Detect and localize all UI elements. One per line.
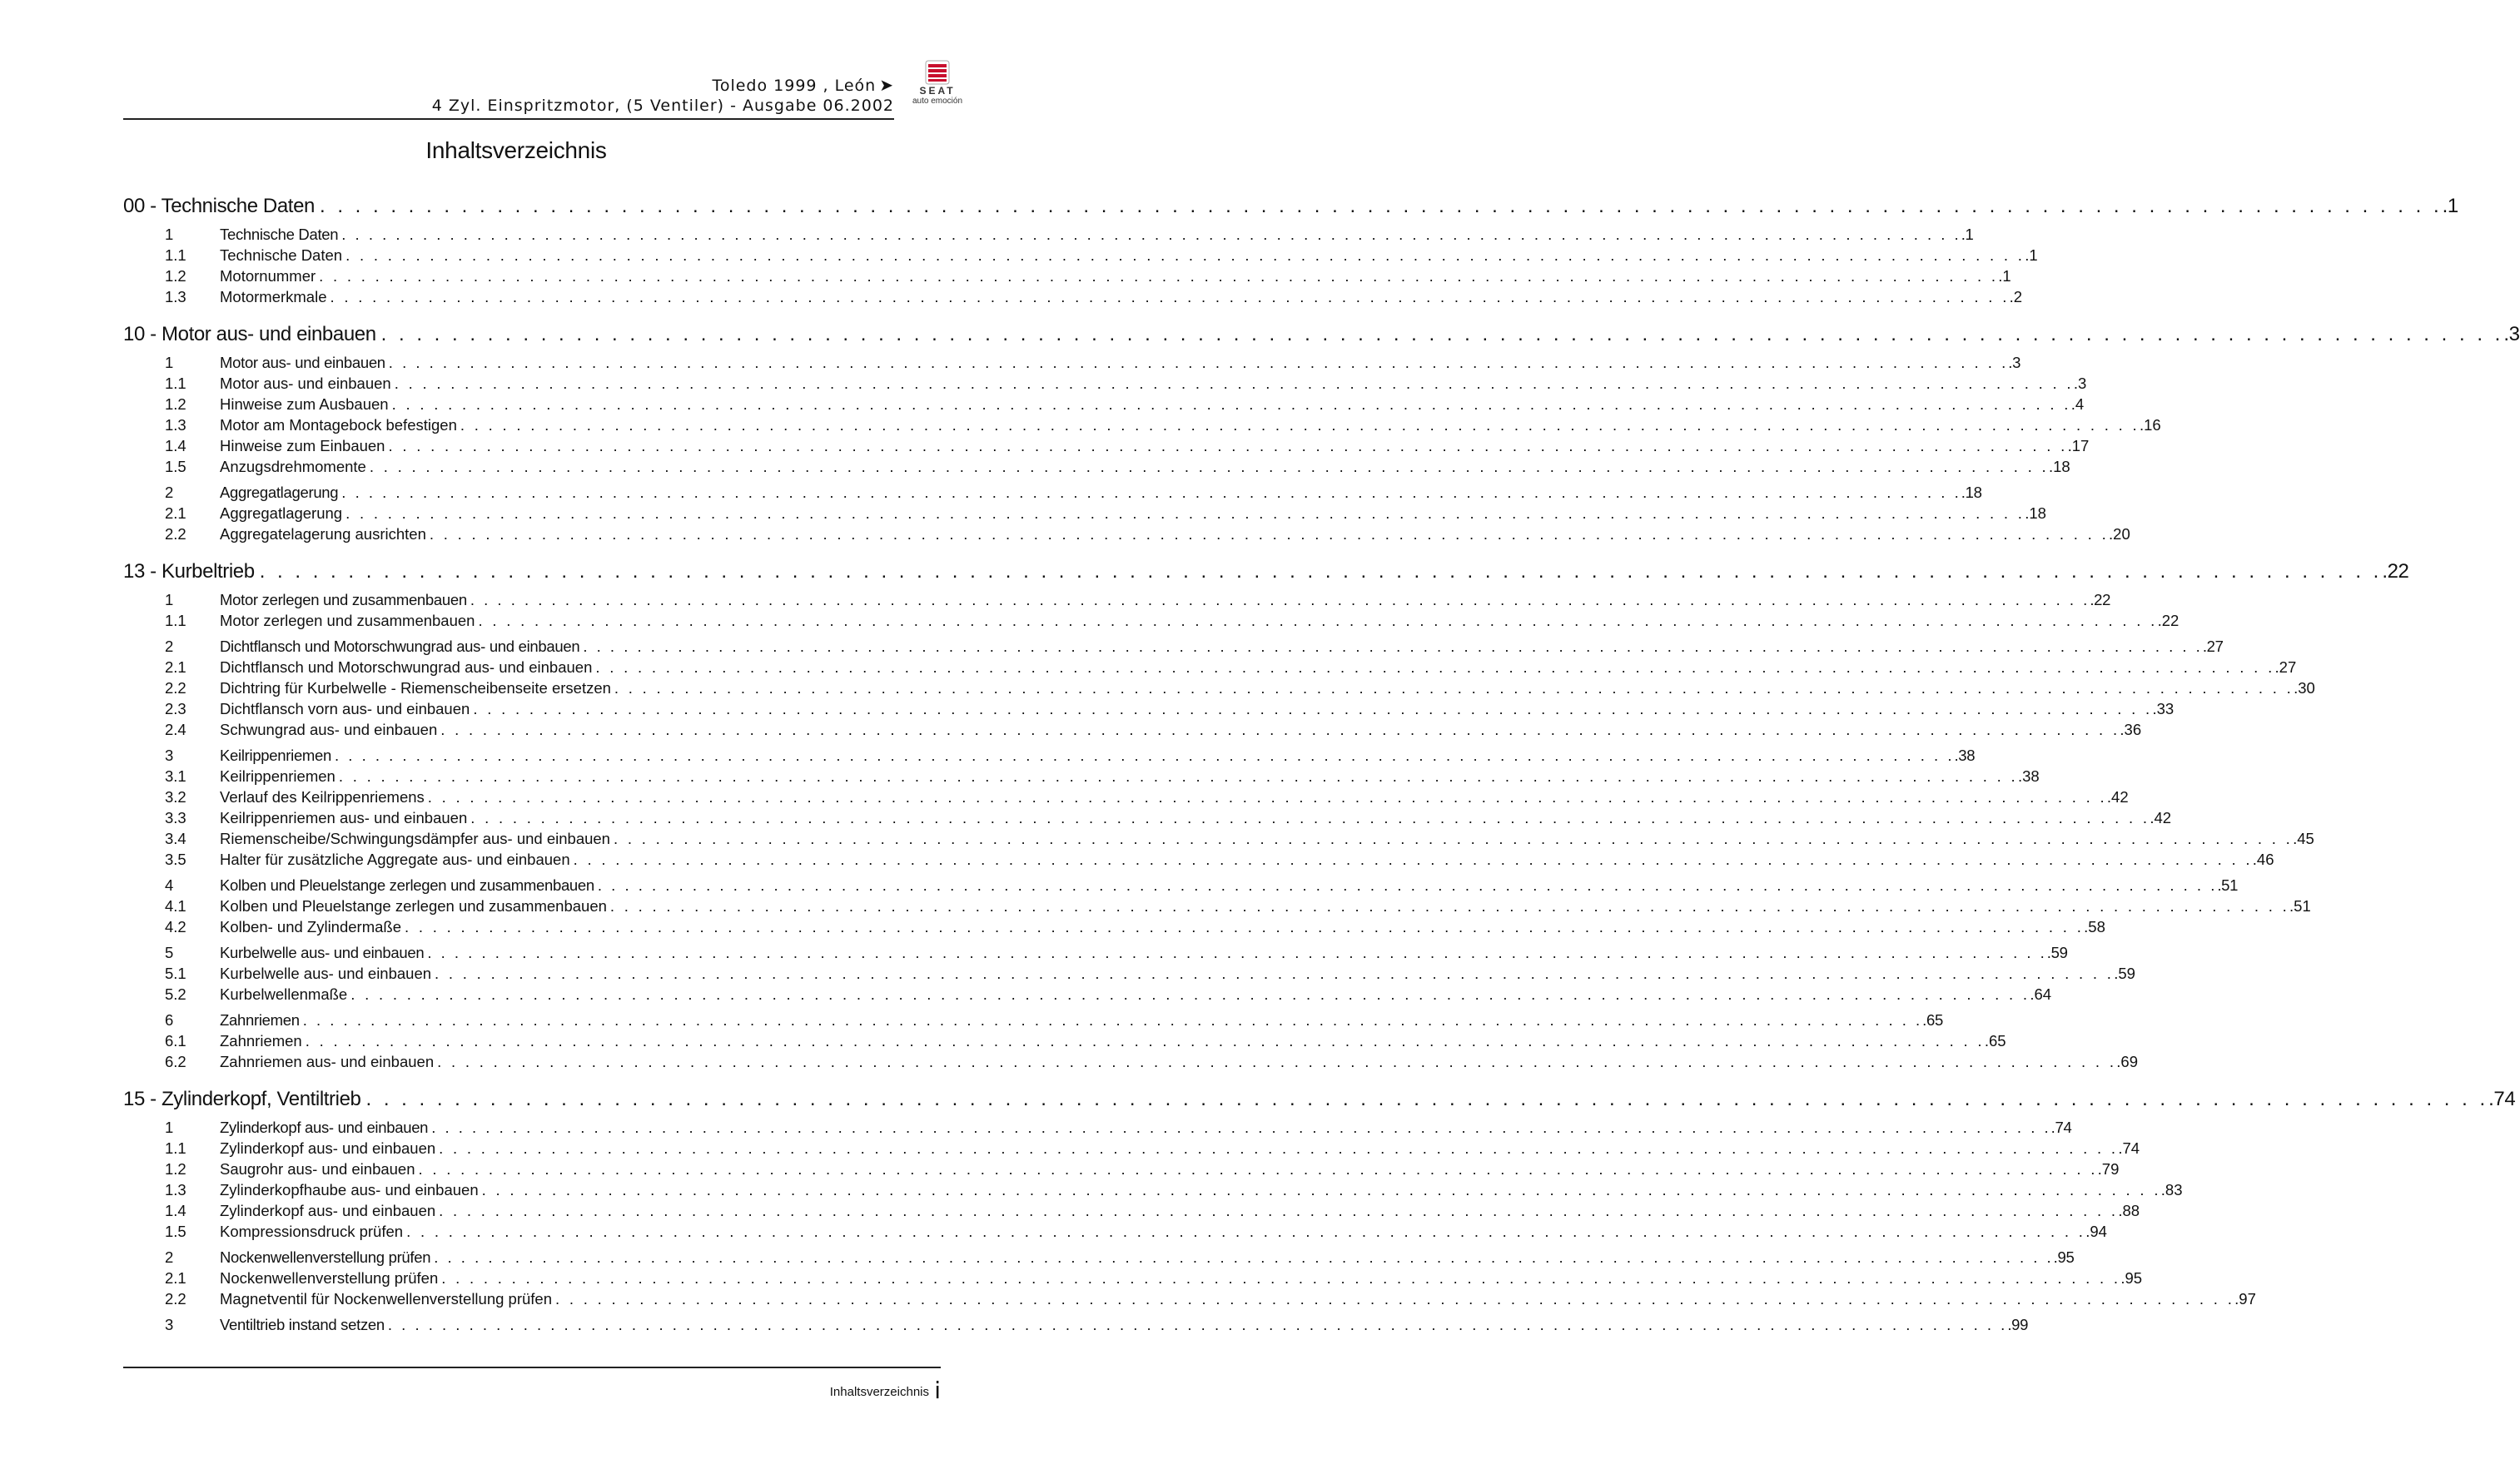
toc-chapter[interactable] <box>123 1083 2516 1111</box>
toc-entry-number: 1.1 <box>165 1139 186 1157</box>
toc-entry-title: Zahnriemen <box>220 1011 300 1029</box>
toc-entry-number: 5.2 <box>165 985 186 1003</box>
toc-dot-leader: . . . . . . . . . . . . . . . . . . . . . . . . . . . . . . . . . . . . . . . . . . . . . . . . . . . . . . . . . . . . . . . . . . . . . . . . . . . . . . . . . . . . . . . . . . . . . . . . . . . . . . . . . . . . . . . . . . . . . . . . <box>481 1181 2161 1198</box>
toc-entry-page: .58 <box>2084 918 2105 935</box>
toc-entry-number: 1.2 <box>165 395 186 413</box>
toc-entry-title: Anzugsdrehmomente <box>220 458 366 475</box>
toc-subsection[interactable] <box>123 414 2161 434</box>
toc-entry-page: .22 <box>2382 560 2409 583</box>
toc-dot-leader: . . . . . . . . . . . . . . . . . . . . . . . . . . . . . . . . . . . . . . . . . . . . . . . . . . . . . . . . . . . . . . . . . . . . . . . . . . . . . . . . . . . . . . . . . . . . . . . . . . . . . . . . . . . . . . . . . . . . . . . . <box>391 395 2071 413</box>
toc-entry-number: 3.1 <box>165 767 186 785</box>
toc-entry-number: 1.1 <box>165 612 186 629</box>
toc-entry-number: 3.3 <box>165 809 186 826</box>
toc-entry-number: 5 <box>165 944 173 961</box>
toc-subsection[interactable] <box>123 393 2085 414</box>
toc-dot-leader: . . . . . . . . . . . . . . . . . . . . . . . . . . . . . . . . . . . . . . . . . . . . . . . . . . . . . . . . . . . . . . . . . . . . . . . . . . . . . . . . . . . . . . . . . . . . . . . . . . . . . . . . . . . . . . . . . . . . . . . . <box>427 788 2107 806</box>
toc-entry-page: .74 <box>2050 1119 2072 1136</box>
toc-dot-leader: . . . . . . . . . . . . . . . . . . . . . . . . . . . . . . . . . . . . . . . . . . . . . . . . . . . . . . . . . . . . . . . . . . . . . . . . . . . . . . . . . . . . . . . . . . . . . . . . . . . . . . . . . . . . . . . . . . . . . . . . <box>341 484 1961 501</box>
toc-chapter[interactable] <box>123 555 2409 583</box>
toc-subsection[interactable] <box>123 372 2087 393</box>
toc-entry-title: Zahnriemen <box>220 1032 302 1050</box>
toc-dot-leader: . . . . . . . . . . . . . . . . . . . . . . . . . . . . . . . . . . . . . . . . . . . . . . . . . . . . . . . . . . . . . . . . . . . . . . . . . . . . . . . . . . . . . . . . . . . . . . . . . . . . . . . . . . . . . . . . . . . . . . . . <box>470 591 2090 608</box>
toc-subsection[interactable] <box>123 765 2040 786</box>
toc-entry-page: .38 <box>1954 747 1976 764</box>
toc-section[interactable] <box>123 351 2021 372</box>
toc-entry-page: .18 <box>2025 504 2046 522</box>
toc-entry-page: .22 <box>2090 591 2111 608</box>
toc-entry-page: .1 <box>2442 195 2458 217</box>
toc-entry-title: Dichtring für Kurbelwelle - Riemenscheibenseite ersetzen <box>220 679 611 697</box>
toc-chapter[interactable] <box>123 318 2520 346</box>
toc-dot-leader: . . . . . . . . . . . . . . . . . . . . . . . . . . . . . . . . . . . . . . . . . . . . . . . . . . . . . . . . . . . . . . . . . . . . . . . . . . . . . . . . . . . . . . . . . . . . . . . . . . . . . . . . . . . . . . . . . . . . . . . . <box>387 1316 2008 1333</box>
toc-dot-leader: . . . . . . . . . . . . . . . . . . . . . . . . . . . . . . . . . . . . . . . . . . . . . . . . . . . . . . . . . . . . . . . . . . . . . . . . . . . . . . . . . . . . . . . . . . . . . . . . . . . . . . . . . . . . . . . . . . . . . . . . <box>434 1248 2054 1266</box>
toc-dot-leader: . . . . . . . . . . . . . . . . . . . . . . . . . . . . . . . . . . . . . . . . . . . . . . . . . . . . . . . . . . . . . . . . . . . . . . . . . . . . . . . . . . . . . . . . . . . . . . . . . . . . . . . . . . . . . . . . . . . . . . . . <box>435 965 2115 982</box>
toc-dot-leader: . . . . . . . . . . . . . . . . . . . . . . . . . . . . . . . . . . . . . . . . . . . . . . . . . . . . . . . . . . . . . . . . . . . . . . . . . . . . . . . . . . . . . . . . . . . . . . . . . . . . . . . . . . . . . . . . . . . . . . . . <box>440 721 2120 738</box>
toc-subsection[interactable] <box>123 1050 2138 1071</box>
toc-entry-title: Zylinderkopfhaube aus- und einbauen <box>220 1181 479 1198</box>
toc-entry-title: Motor am Montagebock befestigen <box>220 416 457 434</box>
toc-entry-page: .74 <box>2118 1139 2140 1157</box>
toc-entry-number: 1 <box>165 354 173 371</box>
logo-tagline: auto emoción <box>912 97 963 106</box>
toc-entry-number: 1.3 <box>165 416 186 434</box>
toc-entry-title: Aggregatelagerung ausrichten <box>220 525 426 543</box>
toc-subsection[interactable] <box>123 697 2175 718</box>
toc-entry-title: Keilrippenriemen <box>220 767 336 785</box>
toc-subsection[interactable] <box>123 1199 2140 1220</box>
toc-entry-title: Motor zerlegen und zusammenbauen <box>220 612 475 629</box>
toc-entry-number: 3.5 <box>165 851 186 868</box>
toc-entry-page: .95 <box>2120 1269 2143 1287</box>
toc-dot-leader: . . . . . . . . . . . . . . . . . . . . . . . . . . . . . . . . . . . . . . . . . . . . . . . . . . . . . . . . . . . . . . . . . . . . . . . . . . . . . . . . . . . . . . . . . . . . . . . . . . . . . . . . . . . . . . . . . . . . . . . . <box>460 416 2140 434</box>
page-footer <box>123 1367 941 1402</box>
toc-subsection[interactable] <box>123 434 2090 455</box>
toc-entry-page: .95 <box>2053 1248 2075 1266</box>
toc-entry-title: Magnetventil für Nockenwellenverstellung prüfen <box>220 1290 552 1308</box>
toc-subsection[interactable] <box>123 523 2130 543</box>
toc-dot-leader: . . . . . . . . . . . . . . . . . . . . . . . . . . . . . . . . . . . . . . . . . . . . . . . . . . . . . . . . . . . . . . . . . . . . . . . . . . . . . . . . . . . . . . . . . . . . . . . . . . . . . . . . . . . . . . . . . . . . . . . . <box>319 195 2443 217</box>
toc-entry-title: Keilrippenriemen <box>220 747 332 764</box>
toc-entry-number: 2 <box>165 638 173 655</box>
toc-entry-page: .3 <box>2503 323 2520 345</box>
toc-entry-page: .94 <box>2085 1223 2107 1240</box>
toc-entry-title: Halter für zusätzliche Aggregate aus- und einbauen <box>220 851 570 868</box>
toc-entry-number: 3 <box>165 1316 173 1333</box>
toc-section[interactable] <box>123 635 2224 656</box>
toc-entry-page: .30 <box>2294 679 2315 697</box>
toc-dot-leader: . . . . . . . . . . . . . . . . . . . . . . . . . . . . . . . . . . . . . . . . . . . . . . . . . . . . . . . . . . . . . . . . . . . . . . . . . . . . . . . . . . . . . . . . . . . . . . . . . . . . . . . . . . . . . . . . . . . . . . . . <box>380 323 2504 345</box>
toc-subsection[interactable] <box>123 656 2297 677</box>
toc-entry-title: Kolben und Pleuelstange zerlegen und zusammenbauen <box>220 897 607 915</box>
toc-entry-title: Nockenwellenverstellung prüfen <box>220 1269 439 1287</box>
toc-entry-title: Zylinderkopf aus- und einbauen <box>220 1139 436 1157</box>
toc-entry-title: Hinweise zum Ausbauen <box>220 395 389 413</box>
toc-entry-number: 2.2 <box>165 1290 186 1308</box>
toc-entry-title: Aggregatlagerung <box>220 504 343 522</box>
toc-entry-title: 10 - Motor aus- und einbauen <box>123 323 376 345</box>
toc-dot-leader: . . . . . . . . . . . . . . . . . . . . . . . . . . . . . . . . . . . . . . . . . . . . . . . . . . . . . . . . . . . . . . . . . . . . . . . . . . . . . . . . . . . . . . . . . . . . . . . . . . . . . . . . . . . . . . . . . . . . . . . . <box>437 1053 2117 1070</box>
table-of-contents <box>123 190 2520 1334</box>
toc-section[interactable] <box>123 874 2239 895</box>
toc-dot-leader: . . . . . . . . . . . . . . . . . . . . . . . . . . . . . . . . . . . . . . . . . . . . . . . . . . . . . . . . . . . . . . . . . . . . . . . . . . . . . . . . . . . . . . . . . . . . . . . . . . . . . . . . . . . . . . . . . . . . . . . . <box>478 612 2158 629</box>
toc-entry-page: .45 <box>2293 830 2314 847</box>
toc-entry-title: 15 - Zylinderkopf, Ventiltrieb <box>123 1088 361 1110</box>
toc-entry-page: .16 <box>2140 416 2161 434</box>
toc-entry-number: 4.1 <box>165 897 186 915</box>
toc-entry-number: 4 <box>165 876 173 894</box>
toc-entry-page: .83 <box>2160 1181 2183 1198</box>
toc-subsection[interactable] <box>123 455 2070 476</box>
toc-dot-leader: . . . . . . . . . . . . . . . . . . . . . . . . . . . . . . . . . . . . . . . . . . . . . . . . . . . . . . . . . . . . . . . . . . . . . . . . . . . . . . . . . . . . . . . . . . . . . . . . . . . . . . . . . . . . . . . . . . . . . . . . <box>573 851 2253 868</box>
header-model-text: Toledo 1999 , León <box>712 77 877 95</box>
toc-entry-title: Ventiltrieb instand setzen <box>220 1316 385 1333</box>
toc-entry-title: Zylinderkopf aus- und einbauen <box>220 1202 436 1219</box>
toc-entry-number: 1 <box>165 1119 173 1136</box>
toc-entry-page: .59 <box>2114 965 2135 982</box>
toc-subsection[interactable] <box>123 677 2315 697</box>
toc-entry-title: Zylinderkopf aus- und einbauen <box>220 1119 429 1136</box>
toc-entry-title: Kurbelwelle aus- und einbauen <box>220 944 425 961</box>
page-title: Inhaltsverzeichnis <box>425 137 607 163</box>
toc-dot-leader: . . . . . . . . . . . . . . . . . . . . . . . . . . . . . . . . . . . . . . . . . . . . . . . . . . . . . . . . . . . . . . . . . . . . . . . . . . . . . . . . . . . . . . . . . . . . . . . . . . . . . . . . . . . . . . . . . . . . . . . . <box>365 1088 2489 1110</box>
toc-dot-leader: . . . . . . . . . . . . . . . . . . . . . . . . . . . . . . . . . . . . . . . . . . . . . . . . . . . . . . . . . . . . . . . . . . . . . . . . . . . . . . . . . . . . . . . . . . . . . . . . . . . . . . . . . . . . . . . . . . . . . . . . <box>431 1119 2051 1136</box>
toc-entry-number: 1.5 <box>165 1223 186 1240</box>
toc-dot-leader: . . . . . . . . . . . . . . . . . . . . . . . . . . . . . . . . . . . . . . . . . . . . . . . . . . . . . . . . . . . . . . . . . . . . . . . . . . . . . . . . . . . . . . . . . . . . . . . . . . . . . . . . . . . . . . . . . . . . . . . . <box>555 1290 2235 1308</box>
toc-entry-number: 2.2 <box>165 679 186 697</box>
toc-section[interactable] <box>123 481 1982 502</box>
toc-entry-title: Saugrohr aus- und einbauen <box>220 1160 415 1178</box>
toc-entry-number: 6.2 <box>165 1053 186 1070</box>
toc-section[interactable] <box>123 744 1976 765</box>
toc-entry-number: 3 <box>165 747 173 764</box>
toc-subsection[interactable] <box>123 1137 2140 1158</box>
toc-entry-title: Technische Daten <box>220 226 339 243</box>
toc-subsection[interactable] <box>123 1288 2256 1308</box>
toc-entry-title: Kurbelwellenmaße <box>220 985 348 1003</box>
toc-dot-leader: . . . . . . . . . . . . . . . . . . . . . . . . . . . . . . . . . . . . . . . . . . . . . . . . . . . . . . . . . . . . . . . . . . . . . . . . . . . . . . . . . . . . . . . . . . . . . . . . . . . . . . . . . . . . . . . . . . . . . . . . <box>345 504 2025 522</box>
toc-dot-leader: . . . . . . . . . . . . . . . . . . . . . . . . . . . . . . . . . . . . . . . . . . . . . . . . . . . . . . . . . . . . . . . . . . . . . . . . . . . . . . . . . . . . . . . . . . . . . . . . . . . . . . . . . . . . . . . . . . . . . . . . <box>302 1011 1923 1029</box>
toc-entry-title: Hinweise zum Einbauen <box>220 437 385 454</box>
toc-entry-page: .51 <box>2289 897 2311 915</box>
toc-section[interactable] <box>123 941 2068 962</box>
toc-entry-number: 1.4 <box>165 1202 186 1219</box>
toc-entry-page: .33 <box>2152 700 2175 717</box>
toc-entry-title: Keilrippenriemen aus- und einbauen <box>220 809 468 826</box>
arrow-right-icon: ➤ <box>879 75 894 95</box>
toc-entry-number: 2.2 <box>165 525 186 543</box>
toc-entry-number: 2.1 <box>165 504 186 522</box>
toc-entry-page: .51 <box>2217 876 2239 894</box>
toc-entry-title: Technische Daten <box>220 246 343 264</box>
seat-logo <box>904 58 971 108</box>
toc-dot-leader: . . . . . . . . . . . . . . . . . . . . . . . . . . . . . . . . . . . . . . . . . . . . . . . . . . . . . . . . . . . . . . . . . . . . . . . . . . . . . . . . . . . . . . . . . . . . . . . . . . . . . . . . . . . . . . . . . . . . . . . . <box>305 1032 1985 1050</box>
toc-entry-page: .59 <box>2046 944 2068 961</box>
toc-entry-page: .3 <box>2073 375 2087 392</box>
toc-dot-leader: . . . . . . . . . . . . . . . . . . . . . . . . . . . . . . . . . . . . . . . . . . . . . . . . . . . . . . . . . . . . . . . . . . . . . . . . . . . . . . . . . . . . . . . . . . . . . . . . . . . . . . . . . . . . . . . . . . . . . . . . <box>439 1139 2119 1157</box>
toc-entry-number: 6 <box>165 1011 173 1029</box>
toc-entry-title: Motormerkmale <box>220 288 327 305</box>
toc-dot-leader: . . . . . . . . . . . . . . . . . . . . . . . . . . . . . . . . . . . . . . . . . . . . . . . . . . . . . . . . . . . . . . . . . . . . . . . . . . . . . . . . . . . . . . . . . . . . . . . . . . . . . . . . . . . . . . . . . . . . . . . . <box>330 288 2010 305</box>
toc-dot-leader: . . . . . . . . . . . . . . . . . . . . . . . . . . . . . . . . . . . . . . . . . . . . . . . . . . . . . . . . . . . . . . . . . . . . . . . . . . . . . . . . . . . . . . . . . . . . . . . . . . . . . . . . . . . . . . . . . . . . . . . . <box>350 985 2030 1003</box>
toc-entry-number: 2.4 <box>165 721 186 738</box>
toc-entry-page: .27 <box>2202 638 2224 655</box>
toc-entry-page: .22 <box>2157 612 2180 629</box>
toc-entry-title: Nockenwellenverstellung prüfen <box>220 1248 431 1266</box>
header-model <box>712 75 894 95</box>
toc-section[interactable] <box>123 1009 1943 1030</box>
toc-dot-leader: . . . . . . . . . . . . . . . . . . . . . . . . . . . . . . . . . . . . . . . . . . . . . . . . . . . . . . . . . . . . . . . . . . . . . . . . . . . . . . . . . . . . . . . . . . . . . . . . . . . . . . . . . . . . . . . . . . . . . . . . <box>583 638 2203 655</box>
toc-dot-leader: . . . . . . . . . . . . . . . . . . . . . . . . . . . . . . . . . . . . . . . . . . . . . . . . . . . . . . . . . . . . . . . . . . . . . . . . . . . . . . . . . . . . . . . . . . . . . . . . . . . . . . . . . . . . . . . . . . . . . . . . <box>595 658 2275 676</box>
toc-entry-page: .65 <box>1984 1032 2006 1050</box>
toc-entry-number: 1.3 <box>165 288 186 305</box>
footer-page-number: i <box>934 1377 941 1404</box>
toc-subsection[interactable] <box>123 827 2314 848</box>
toc-entry-page: .2 <box>2009 288 2023 305</box>
toc-entry-number: 2.1 <box>165 1269 186 1287</box>
toc-entry-page: .27 <box>2274 658 2297 676</box>
toc-entry-title: Schwungrad aus- und einbauen <box>220 721 438 738</box>
toc-entry-title: Riemenscheibe/Schwingungsdämpfer aus- und einbauen <box>220 830 610 847</box>
toc-entry-page: .3 <box>2008 354 2021 371</box>
toc-entry-number: 3.4 <box>165 830 186 847</box>
toc-dot-leader: . . . . . . . . . . . . . . . . . . . . . . . . . . . . . . . . . . . . . . . . . . . . . . . . . . . . . . . . . . . . . . . . . . . . . . . . . . . . . . . . . . . . . . . . . . . . . . . . . . . . . . . . . . . . . . . . . . . . . . . . <box>614 679 2294 697</box>
toc-subsection[interactable] <box>123 265 2011 285</box>
toc-entry-title: Verlauf des Keilrippenriemens <box>220 788 425 806</box>
toc-dot-leader: . . . . . . . . . . . . . . . . . . . . . . . . . . . . . . . . . . . . . . . . . . . . . . . . . . . . . . . . . . . . . . . . . . . . . . . . . . . . . . . . . . . . . . . . . . . . . . . . . . . . . . . . . . . . . . . . . . . . . . . . <box>439 1202 2119 1219</box>
toc-section[interactable] <box>123 223 1974 244</box>
page-header <box>123 72 894 120</box>
toc-entry-page: .97 <box>2234 1290 2256 1308</box>
toc-dot-leader: . . . . . . . . . . . . . . . . . . . . . . . . . . . . . . . . . . . . . . . . . . . . . . . . . . . . . . . . . . . . . . . . . . . . . . . . . . . . . . . . . . . . . . . . . . . . . . . . . . . . . . . . . . . . . . . . . . . . . . . . <box>429 525 2110 543</box>
toc-entry-page: .17 <box>2067 437 2090 454</box>
toc-dot-leader: . . . . . . . . . . . . . . . . . . . . . . . . . . . . . . . . . . . . . . . . . . . . . . . . . . . . . . . . . . . . . . . . . . . . . . . . . . . . . . . . . . . . . . . . . . . . . . . . . . . . . . . . . . . . . . . . . . . . . . . . <box>405 918 2085 935</box>
toc-entry-page: .18 <box>2049 458 2070 475</box>
toc-entry-page: .1 <box>1998 267 2011 285</box>
toc-entry-title: Dichtflansch und Motorschwungrad aus- und einbauen <box>220 638 580 655</box>
toc-subsection[interactable] <box>123 1158 2120 1179</box>
toc-dot-leader: . . . . . . . . . . . . . . . . . . . . . . . . . . . . . . . . . . . . . . . . . . . . . . . . . . . . . . . . . . . . . . . . . . . . . . . . . . . . . . . . . . . . . . . . . . . . . . . . . . . . . . . . . . . . . . . . . . . . . . . . <box>406 1223 2086 1240</box>
toc-entry-title: Kolben und Pleuelstange zerlegen und zusammenbauen <box>220 876 594 894</box>
toc-entry-page: .1 <box>2025 246 2038 264</box>
seat-logo-icon <box>925 60 950 85</box>
footer-label: Inhaltsverzeichnis <box>829 1385 929 1399</box>
toc-entry-page: .79 <box>2097 1160 2120 1178</box>
toc-subsection[interactable] <box>123 1220 2107 1241</box>
toc-subsection[interactable] <box>123 244 2038 265</box>
toc-dot-leader: . . . . . . . . . . . . . . . . . . . . . . . . . . . . . . . . . . . . . . . . . . . . . . . . . . . . . . . . . . . . . . . . . . . . . . . . . . . . . . . . . . . . . . . . . . . . . . . . . . . . . . . . . . . . . . . . . . . . . . . . <box>338 767 2018 785</box>
toc-entry-title: Dichtflansch vorn aus- und einbauen <box>220 700 470 717</box>
toc-entry-page: .99 <box>2007 1316 2029 1333</box>
toc-subsection[interactable] <box>123 1267 2143 1288</box>
toc-entry-title: Motornummer <box>220 267 316 285</box>
toc-entry-number: 5.1 <box>165 965 186 982</box>
toc-chapter[interactable] <box>123 190 2458 218</box>
toc-entry-title: 00 - Technische Daten <box>123 195 315 217</box>
toc-dot-leader: . . . . . . . . . . . . . . . . . . . . . . . . . . . . . . . . . . . . . . . . . . . . . . . . . . . . . . . . . . . . . . . . . . . . . . . . . . . . . . . . . . . . . . . . . . . . . . . . . . . . . . . . . . . . . . . . . . . . . . . . <box>394 375 2074 392</box>
toc-dot-leader: . . . . . . . . . . . . . . . . . . . . . . . . . . . . . . . . . . . . . . . . . . . . . . . . . . . . . . . . . . . . . . . . . . . . . . . . . . . . . . . . . . . . . . . . . . . . . . . . . . . . . . . . . . . . . . . . . . . . . . . . <box>388 437 2068 454</box>
toc-subsection[interactable] <box>123 916 2105 936</box>
toc-subsection[interactable] <box>123 285 2023 306</box>
toc-subsection[interactable] <box>123 983 2052 1004</box>
toc-dot-leader: . . . . . . . . . . . . . . . . . . . . . . . . . . . . . . . . . . . . . . . . . . . . . . . . . . . . . . . . . . . . . . . . . . . . . . . . . . . . . . . . . . . . . . . . . . . . . . . . . . . . . . . . . . . . . . . . . . . . . . . . <box>369 458 2049 475</box>
toc-entry-title: Aggregatlagerung <box>220 484 339 501</box>
logo-brand: SEAT <box>919 85 956 97</box>
toc-entry-title: 13 - Kurbeltrieb <box>123 560 255 583</box>
toc-entry-page: .20 <box>2109 525 2130 543</box>
toc-entry-number: 1.2 <box>165 1160 186 1178</box>
toc-entry-title: Kompressionsdruck prüfen <box>220 1223 404 1240</box>
toc-entry-number: 4.2 <box>165 918 186 935</box>
toc-section[interactable] <box>123 588 2111 609</box>
toc-dot-leader: . . . . . . . . . . . . . . . . . . . . . . . . . . . . . . . . . . . . . . . . . . . . . . . . . . . . . . . . . . . . . . . . . . . . . . . . . . . . . . . . . . . . . . . . . . . . . . . . . . . . . . . . . . . . . . . . . . . . . . . . <box>341 226 1961 243</box>
toc-entry-page: .38 <box>2017 767 2040 785</box>
toc-entry-page: .74 <box>2488 1088 2516 1110</box>
toc-entry-number: 2.1 <box>165 658 186 676</box>
toc-entry-title: Zahnriemen aus- und einbauen <box>220 1053 435 1070</box>
toc-entry-page: .69 <box>2116 1053 2138 1070</box>
toc-subsection[interactable] <box>123 502 2046 523</box>
toc-dot-leader: . . . . . . . . . . . . . . . . . . . . . . . . . . . . . . . . . . . . . . . . . . . . . . . . . . . . . . . . . . . . . . . . . . . . . . . . . . . . . . . . . . . . . . . . . . . . . . . . . . . . . . . . . . . . . . . . . . . . . . . . <box>335 747 1955 764</box>
toc-dot-leader: . . . . . . . . . . . . . . . . . . . . . . . . . . . . . . . . . . . . . . . . . . . . . . . . . . . . . . . . . . . . . . . . . . . . . . . . . . . . . . . . . . . . . . . . . . . . . . . . . . . . . . . . . . . . . . . . . . . . . . . . <box>259 560 2383 583</box>
toc-dot-leader: . . . . . . . . . . . . . . . . . . . . . . . . . . . . . . . . . . . . . . . . . . . . . . . . . . . . . . . . . . . . . . . . . . . . . . . . . . . . . . . . . . . . . . . . . . . . . . . . . . . . . . . . . . . . . . . . . . . . . . . . <box>470 809 2150 826</box>
toc-entry-page: .18 <box>1961 484 1982 501</box>
toc-entry-number: 1.3 <box>165 1181 186 1198</box>
toc-entry-page: .4 <box>2070 395 2085 413</box>
toc-entry-number: 3.2 <box>165 788 186 806</box>
toc-entry-page: .42 <box>2150 809 2172 826</box>
toc-entry-number: 2 <box>165 484 173 501</box>
toc-entry-title: Dichtflansch und Motorschwungrad aus- und einbauen <box>220 658 593 676</box>
toc-dot-leader: . . . . . . . . . . . . . . . . . . . . . . . . . . . . . . . . . . . . . . . . . . . . . . . . . . . . . . . . . . . . . . . . . . . . . . . . . . . . . . . . . . . . . . . . . . . . . . . . . . . . . . . . . . . . . . . . . . . . . . . . <box>613 830 2294 847</box>
toc-dot-leader: . . . . . . . . . . . . . . . . . . . . . . . . . . . . . . . . . . . . . . . . . . . . . . . . . . . . . . . . . . . . . . . . . . . . . . . . . . . . . . . . . . . . . . . . . . . . . . . . . . . . . . . . . . . . . . . . . . . . . . . . <box>597 876 2218 894</box>
toc-dot-leader: . . . . . . . . . . . . . . . . . . . . . . . . . . . . . . . . . . . . . . . . . . . . . . . . . . . . . . . . . . . . . . . . . . . . . . . . . . . . . . . . . . . . . . . . . . . . . . . . . . . . . . . . . . . . . . . . . . . . . . . . <box>319 267 1999 285</box>
toc-entry-page: .64 <box>2030 985 2052 1003</box>
toc-entry-number: 1.1 <box>165 375 186 392</box>
toc-entry-number: 1 <box>165 226 173 243</box>
toc-subsection[interactable] <box>123 718 2142 739</box>
toc-dot-leader: . . . . . . . . . . . . . . . . . . . . . . . . . . . . . . . . . . . . . . . . . . . . . . . . . . . . . . . . . . . . . . . . . . . . . . . . . . . . . . . . . . . . . . . . . . . . . . . . . . . . . . . . . . . . . . . . . . . . . . . . <box>418 1160 2098 1178</box>
toc-subsection[interactable] <box>123 962 2135 983</box>
toc-dot-leader: . . . . . . . . . . . . . . . . . . . . . . . . . . . . . . . . . . . . . . . . . . . . . . . . . . . . . . . . . . . . . . . . . . . . . . . . . . . . . . . . . . . . . . . . . . . . . . . . . . . . . . . . . . . . . . . . . . . . . . . . <box>473 700 2153 717</box>
toc-entry-number: 6.1 <box>165 1032 186 1050</box>
toc-entry-number: 1.2 <box>165 267 186 285</box>
toc-entry-page: .42 <box>2106 788 2129 806</box>
toc-section[interactable] <box>123 1246 2075 1267</box>
toc-subsection[interactable] <box>123 848 2274 869</box>
toc-entry-number: 1.4 <box>165 437 186 454</box>
toc-subsection[interactable] <box>123 609 2180 630</box>
toc-entry-page: .88 <box>2118 1202 2140 1219</box>
toc-entry-page: .36 <box>2120 721 2142 738</box>
header-engine: 4 Zyl. Einspritzmotor, (5 Ventiler) - Ausgabe 06.2002 <box>431 97 894 115</box>
toc-entry-number: 1 <box>165 591 173 608</box>
toc-dot-leader: . . . . . . . . . . . . . . . . . . . . . . . . . . . . . . . . . . . . . . . . . . . . . . . . . . . . . . . . . . . . . . . . . . . . . . . . . . . . . . . . . . . . . . . . . . . . . . . . . . . . . . . . . . . . . . . . . . . . . . . . <box>388 354 2009 371</box>
toc-section[interactable] <box>123 1116 2072 1137</box>
toc-subsection[interactable] <box>123 806 2172 827</box>
toc-entry-page: .1 <box>1961 226 1974 243</box>
toc-dot-leader: . . . . . . . . . . . . . . . . . . . . . . . . . . . . . . . . . . . . . . . . . . . . . . . . . . . . . . . . . . . . . . . . . . . . . . . . . . . . . . . . . . . . . . . . . . . . . . . . . . . . . . . . . . . . . . . . . . . . . . . . <box>427 944 2047 961</box>
toc-entry-number: 1.1 <box>165 246 186 264</box>
toc-subsection[interactable] <box>123 1030 2006 1050</box>
toc-subsection[interactable] <box>123 895 2311 916</box>
toc-entry-number: 2 <box>165 1248 173 1266</box>
toc-entry-page: .65 <box>1922 1011 1943 1029</box>
toc-section[interactable] <box>123 1313 2029 1334</box>
toc-entry-title: Motor zerlegen und zusammenbauen <box>220 591 467 608</box>
toc-entry-title: Motor aus- und einbauen <box>220 354 385 371</box>
toc-dot-leader: . . . . . . . . . . . . . . . . . . . . . . . . . . . . . . . . . . . . . . . . . . . . . . . . . . . . . . . . . . . . . . . . . . . . . . . . . . . . . . . . . . . . . . . . . . . . . . . . . . . . . . . . . . . . . . . . . . . . . . . . <box>441 1269 2121 1287</box>
toc-subsection[interactable] <box>123 786 2129 806</box>
toc-entry-title: Kolben- und Zylindermaße <box>220 918 401 935</box>
toc-entry-number: 1.5 <box>165 458 186 475</box>
toc-subsection[interactable] <box>123 1179 2183 1199</box>
toc-dot-leader: . . . . . . . . . . . . . . . . . . . . . . . . . . . . . . . . . . . . . . . . . . . . . . . . . . . . . . . . . . . . . . . . . . . . . . . . . . . . . . . . . . . . . . . . . . . . . . . . . . . . . . . . . . . . . . . . . . . . . . . . <box>609 897 2290 915</box>
toc-dot-leader: . . . . . . . . . . . . . . . . . . . . . . . . . . . . . . . . . . . . . . . . . . . . . . . . . . . . . . . . . . . . . . . . . . . . . . . . . . . . . . . . . . . . . . . . . . . . . . . . . . . . . . . . . . . . . . . . . . . . . . . . <box>345 246 2025 264</box>
toc-entry-number: 2.3 <box>165 700 186 717</box>
toc-entry-title: Kurbelwelle aus- und einbauen <box>220 965 432 982</box>
toc-entry-title: Motor aus- und einbauen <box>220 375 391 392</box>
toc-entry-page: .46 <box>2252 851 2274 868</box>
